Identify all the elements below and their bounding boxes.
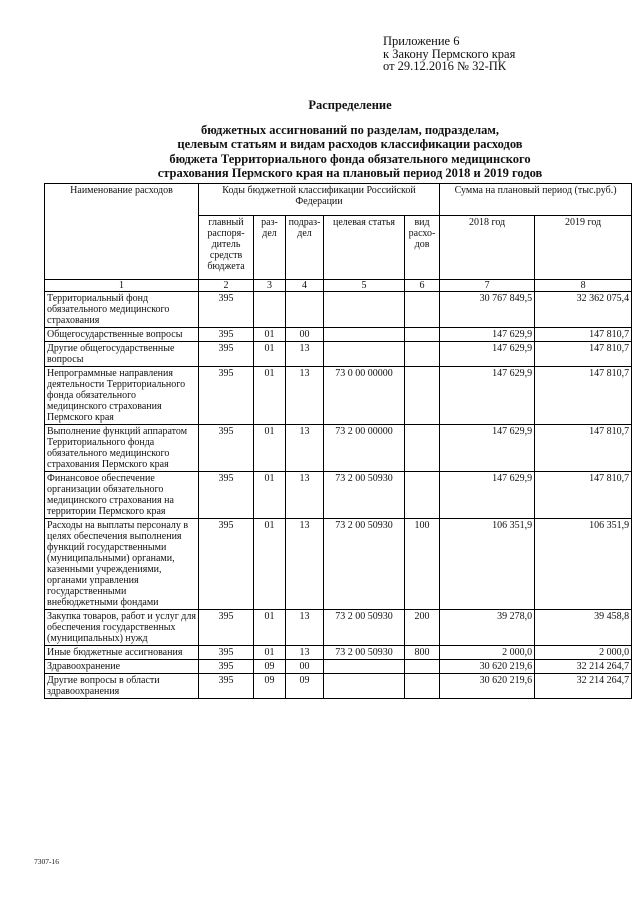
row-section: 01 <box>254 519 286 610</box>
header-type: вид расхо-дов <box>405 216 440 280</box>
row-main: 395 <box>199 367 254 425</box>
row-target <box>324 660 405 674</box>
table-row <box>45 610 632 646</box>
row-target: 73 2 00 50930 <box>324 610 405 646</box>
row-subsection: 13 <box>286 367 324 425</box>
row-main: 395 <box>199 646 254 660</box>
row-2019: 147 810,7 <box>535 472 632 519</box>
index-cell: 8 <box>535 280 632 292</box>
row-section: 01 <box>254 610 286 646</box>
table-row <box>45 328 632 342</box>
row-2019: 147 810,7 <box>535 342 632 367</box>
table-row <box>45 519 632 610</box>
row-subsection: 09 <box>286 674 324 699</box>
row-subsection: 13 <box>286 342 324 367</box>
document-code: 7307-16 <box>34 857 59 866</box>
table-row <box>45 425 632 472</box>
table-row <box>45 342 632 367</box>
row-2019: 2 000,0 <box>535 646 632 660</box>
row-2019: 32 214 264,7 <box>535 660 632 674</box>
row-name: Другие общегосударственные вопросы <box>45 342 199 367</box>
row-type <box>405 342 440 367</box>
header-codes-group: Коды бюджетной классификации Российской Федерации <box>199 184 440 216</box>
row-2018: 2 000,0 <box>440 646 535 660</box>
header-2019: 2019 год <box>535 216 632 280</box>
row-2018: 147 629,9 <box>440 328 535 342</box>
row-name: Общегосударственные вопросы <box>45 328 199 342</box>
appendix-line: от 29.12.2016 № 32-ПК <box>383 59 507 73</box>
row-subsection: 13 <box>286 472 324 519</box>
header-name: Наименование расходов <box>45 184 199 280</box>
table-row <box>45 674 632 699</box>
budget-table <box>44 183 632 699</box>
row-target <box>324 292 405 328</box>
row-subsection: 13 <box>286 610 324 646</box>
row-section: 01 <box>254 472 286 519</box>
header-subsection: подраз-дел <box>286 216 324 280</box>
row-main: 395 <box>199 472 254 519</box>
title-line: бюджета Территориального фонда обязательного медицинского <box>169 151 531 166</box>
row-name: Финансовое обеспечение организации обязательного медицинского страхования на территории Пермского края <box>45 472 199 519</box>
row-2019: 106 351,9 <box>535 519 632 610</box>
row-section: 09 <box>254 674 286 699</box>
row-target: 73 2 00 50930 <box>324 472 405 519</box>
index-cell: 1 <box>45 280 199 292</box>
row-subsection: 00 <box>286 328 324 342</box>
index-row <box>45 280 632 292</box>
row-main: 395 <box>199 660 254 674</box>
table-row <box>45 292 632 328</box>
row-name: Выполнение функций аппаратом Территориального фонда обязательного медицинского страхования Пермского края <box>45 425 199 472</box>
index-cell: 4 <box>286 280 324 292</box>
row-2019: 147 810,7 <box>535 328 632 342</box>
row-2018: 30 620 219,6 <box>440 660 535 674</box>
index-cell: 6 <box>405 280 440 292</box>
row-2018: 30 620 219,6 <box>440 674 535 699</box>
row-2019: 147 810,7 <box>535 425 632 472</box>
row-name: Закупка товаров, работ и услуг для обеспечения государственных (муниципальных) нужд <box>45 610 199 646</box>
table-row <box>45 646 632 660</box>
title-line: страхования Пермского края на плановый период 2018 и 2019 годов <box>157 166 543 180</box>
row-section: 01 <box>254 646 286 660</box>
row-target: 73 2 00 00000 <box>324 425 405 472</box>
row-type: 100 <box>405 519 440 610</box>
row-type <box>405 660 440 674</box>
table-row <box>45 472 632 519</box>
title-line: бюджетных ассигнований по разделам, подразделам, <box>200 122 500 137</box>
row-2018: 30 767 849,5 <box>440 292 535 328</box>
title-line: Распределение <box>308 98 392 112</box>
row-section: 01 <box>254 425 286 472</box>
row-2019: 39 458,8 <box>535 610 632 646</box>
row-type <box>405 674 440 699</box>
row-name: Здравоохранение <box>45 660 199 674</box>
index-cell: 3 <box>254 280 286 292</box>
row-section <box>254 292 286 328</box>
row-name: Территориальный фонд обязательного медицинского страхования <box>45 292 199 328</box>
row-2018: 147 629,9 <box>440 425 535 472</box>
row-main: 395 <box>199 328 254 342</box>
row-target: 73 0 00 00000 <box>324 367 405 425</box>
index-cell: 5 <box>324 280 405 292</box>
row-target <box>324 674 405 699</box>
row-2019: 147 810,7 <box>535 367 632 425</box>
appendix-line: Приложение 6 <box>383 34 460 48</box>
row-2018: 39 278,0 <box>440 610 535 646</box>
row-type <box>405 425 440 472</box>
table-row <box>45 660 632 674</box>
row-main: 395 <box>199 292 254 328</box>
row-type <box>405 292 440 328</box>
appendix-block <box>383 35 515 73</box>
row-2018: 147 629,9 <box>440 367 535 425</box>
index-cell: 7 <box>440 280 535 292</box>
header-main-manager: главный распоря-дитель средств бюджета <box>199 216 254 280</box>
row-2019: 32 362 075,4 <box>535 292 632 328</box>
row-section: 01 <box>254 328 286 342</box>
appendix-line: к Закону Пермского края <box>383 46 516 61</box>
index-cell: 2 <box>199 280 254 292</box>
header-section: раз-дел <box>254 216 286 280</box>
row-target: 73 2 00 50930 <box>324 519 405 610</box>
row-type <box>405 472 440 519</box>
header-target: целевая статья <box>324 216 405 280</box>
header-sum-group: Сумма на плановый период (тыс.руб.) <box>440 184 632 216</box>
row-subsection: 13 <box>286 425 324 472</box>
row-section: 09 <box>254 660 286 674</box>
row-name: Другие вопросы в области здравоохранения <box>45 674 199 699</box>
row-type <box>405 328 440 342</box>
document-title <box>60 98 640 181</box>
row-subsection: 13 <box>286 646 324 660</box>
row-target: 73 2 00 50930 <box>324 646 405 660</box>
row-type: 800 <box>405 646 440 660</box>
row-type <box>405 367 440 425</box>
title-line: целевым статьям и видам расходов классификации расходов <box>177 137 523 151</box>
row-main: 395 <box>199 425 254 472</box>
row-2019: 32 214 264,7 <box>535 674 632 699</box>
row-section: 01 <box>254 367 286 425</box>
row-section: 01 <box>254 342 286 367</box>
row-target <box>324 342 405 367</box>
row-target <box>324 328 405 342</box>
header-2018: 2018 год <box>440 216 535 280</box>
row-name: Непрограммные направления деятельности Территориального фонда обязательного медицинского страхования Пермского края <box>45 367 199 425</box>
row-main: 395 <box>199 342 254 367</box>
row-subsection: 13 <box>286 519 324 610</box>
row-main: 395 <box>199 519 254 610</box>
row-2018: 147 629,9 <box>440 342 535 367</box>
row-subsection: 00 <box>286 660 324 674</box>
row-subsection <box>286 292 324 328</box>
row-type: 200 <box>405 610 440 646</box>
row-main: 395 <box>199 674 254 699</box>
row-2018: 147 629,9 <box>440 472 535 519</box>
row-main: 395 <box>199 610 254 646</box>
row-name: Иные бюджетные ассигнования <box>45 646 199 660</box>
row-name: Расходы на выплаты персоналу в целях обеспечения выполнения функций государственными (муниципальными) органами, казенными учреждениями, органами управления государственными внебюджетными фондами <box>45 519 199 610</box>
table-row <box>45 367 632 425</box>
row-2018: 106 351,9 <box>440 519 535 610</box>
